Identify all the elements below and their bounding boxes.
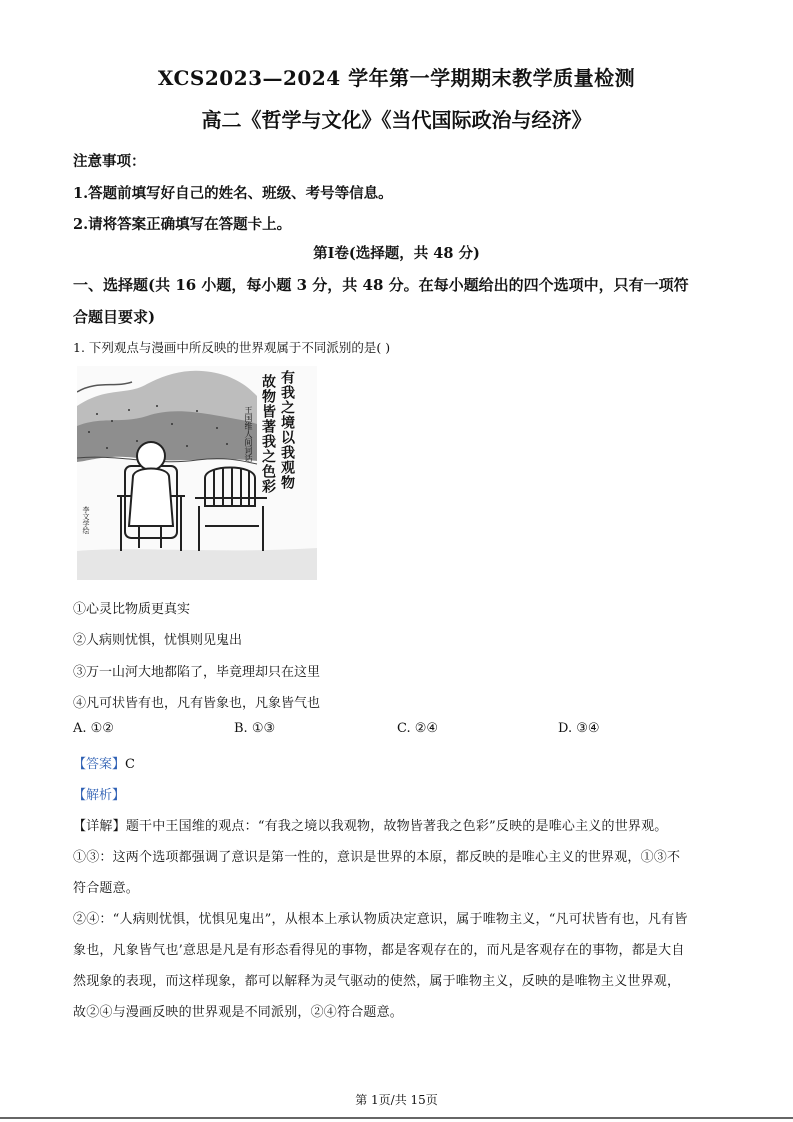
notice-item-2: 2.请将答案正确填写在答题卡上。 — [73, 216, 292, 233]
para2-line-1: ①③：这两个选项都强调了意识是第一性的，意识是世界的本原，都反映的是唯心主义的世界观，①③不 — [73, 850, 681, 865]
detail-tag: 【详解】 — [73, 819, 126, 834]
cartoon-poem-col2: 故物皆著我之色彩 — [260, 374, 276, 494]
instructions-line-1: 一、选择题(共 16 小题，每小题 3 分，共 48 分。在每小题给出的四个选项中，只有一项符 — [73, 276, 689, 294]
para3-line-3: 然现象的表现，而这样现象，都可以解释为灵气驱动的使然，属于唯物主义，反映的是唯物主义世界观， — [73, 974, 681, 989]
cartoon-seal: 李文学绘 — [82, 506, 90, 534]
analysis-tag: 【解析】 — [73, 788, 126, 803]
statement-2: ②人病则忧惧，忧惧则见鬼出 — [73, 633, 243, 648]
answer-line — [73, 753, 135, 772]
answer-value: C — [125, 757, 135, 772]
detail-line-1 — [73, 815, 668, 834]
statement-1: ①心灵比物质更真实 — [73, 602, 191, 617]
para3-line-4: 故②④与漫画反映的世界观是不同派别，②④符合题意。 — [73, 1005, 404, 1020]
page-footer: 第 1页/共 15页 — [355, 1093, 438, 1107]
footer-divider — [0, 1117, 793, 1119]
detail-text: 题干中王国维的观点：“有我之境以我观物，故物皆著我之色彩”反映的是唯心主义的世界观。 — [125, 819, 668, 834]
question-stem: 1. 下列观点与漫画中所反映的世界观属于不同派别的是( ) — [73, 340, 391, 355]
notice-item-1: 1.答题前填写好自己的姓名、班级、考号等信息。 — [73, 185, 393, 202]
exam-subtitle: 高二《哲学与文化》《当代国际政治与经济》 — [201, 108, 592, 132]
choice-d: D. ③④ — [558, 721, 600, 736]
choice-c: C. ②④ — [397, 721, 439, 736]
para3-line-1: ②④：“人病则忧惧，忧惧见鬼出”，从根本上承认物质决定意识，属于唯物主义，“凡可状皆有也，凡有皆 — [73, 912, 688, 927]
exam-title: XCS2023—2024 学年第一学期期末教学质量检测 — [157, 66, 636, 90]
choice-b: B. ①③ — [234, 721, 276, 736]
statement-3: ③万一山河大地都陷了，毕竟理却只在这里 — [73, 665, 321, 680]
cartoon-illustration — [77, 366, 317, 580]
cartoon-poem-col1: 有我之境以我观物 — [279, 370, 295, 490]
choice-a: A. ①② — [73, 721, 114, 736]
statement-4: ④凡可状皆有也，凡有皆象也，凡象皆气也 — [73, 696, 321, 711]
section-title: 第Ⅰ卷(选择题，共 48 分) — [313, 245, 480, 262]
answer-tag: 【答案】 — [73, 757, 126, 772]
notice-heading: 注意事项： — [73, 153, 146, 170]
instructions-line-2: 合题目要求) — [73, 308, 156, 326]
para3-line-2: 象也，凡象皆气也’意思是凡是有形态看得见的事物，都是客观存在的，而凡是客观存在的事物，都是大自 — [73, 943, 685, 958]
cartoon-author: 王国维人间词话 — [244, 406, 253, 462]
para2-line-2: 符合题意。 — [73, 881, 140, 896]
